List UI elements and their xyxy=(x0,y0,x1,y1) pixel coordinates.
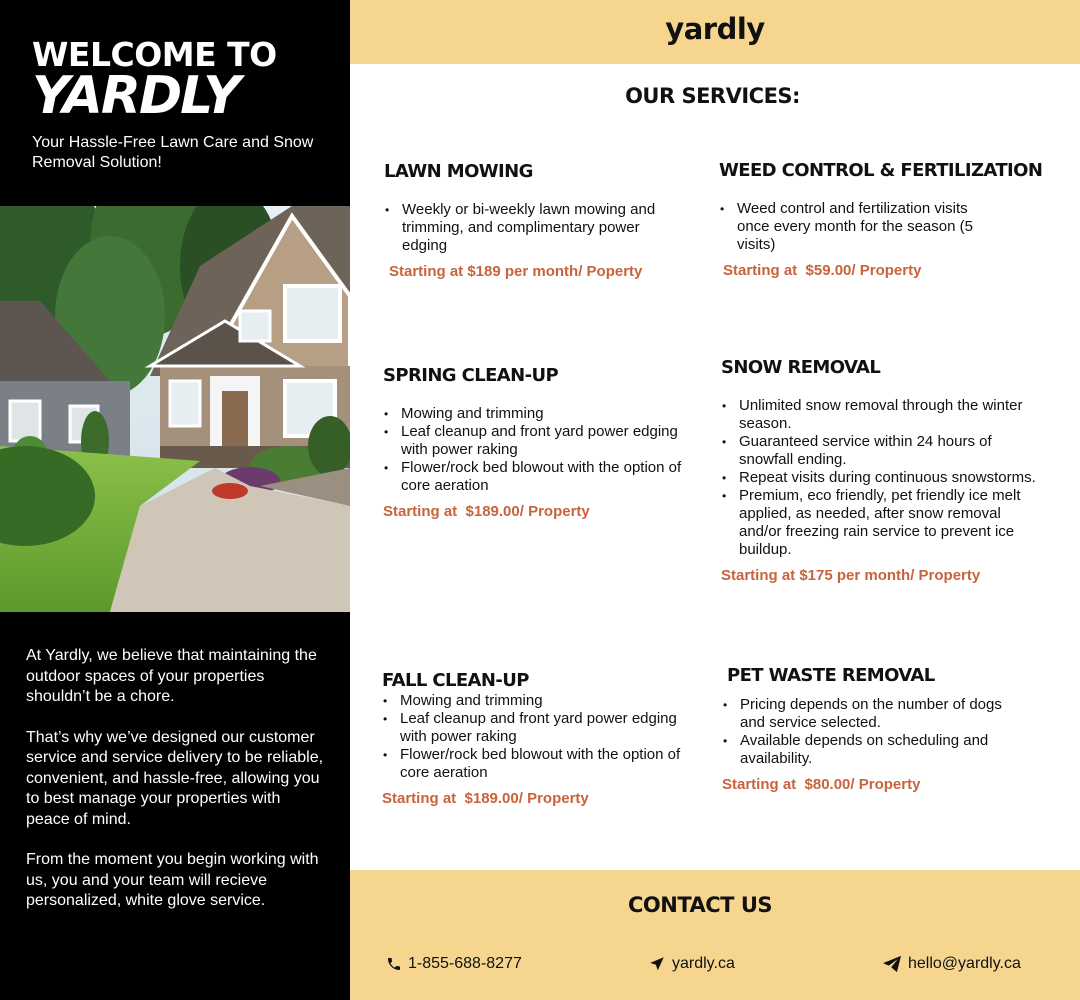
service-price: Starting at $175 per month/ Property xyxy=(721,567,981,584)
service-pet-waste xyxy=(722,665,1022,794)
service-price: Starting at $80.00/ Property xyxy=(722,776,921,793)
service-lawn-mowing xyxy=(384,161,684,281)
service-price: Starting at $189.00/ Property xyxy=(382,790,589,807)
left-panel xyxy=(0,0,350,1000)
house-photo xyxy=(0,206,350,612)
service-title: SPRING CLEAN-UP xyxy=(383,365,559,386)
phone-number: 1-855-688-8277 xyxy=(408,955,522,972)
list-item: • Mowing and trimming xyxy=(383,405,683,423)
welcome-heading-line2: YARDLY xyxy=(32,66,239,126)
about-text xyxy=(26,646,326,932)
email-link: hello@yardly.ca xyxy=(908,955,1021,972)
about-paragraph: At Yardly, we believe that maintaining the outdoor spaces of your properties shouldn’t be a chore. xyxy=(26,647,317,705)
list-item: • Leaf cleanup and front yard power edging with power raking xyxy=(383,423,683,459)
list-item: • Available depends on scheduling and availability. xyxy=(722,732,1007,768)
list-item: • Guaranteed service within 24 hours of snowfall ending. xyxy=(721,433,1036,469)
list-item: • Flower/rock bed blowout with the option of core aeration xyxy=(382,746,682,782)
list-item: • Unlimited snow removal through the winter season. xyxy=(721,397,1036,433)
website-link: yardly.ca xyxy=(672,955,735,972)
contact-email[interactable] xyxy=(882,954,1021,974)
list-item: • Weed control and fertilization visits once every month for the season (5 visits) xyxy=(719,200,989,254)
service-list xyxy=(382,692,682,782)
service-price: Starting at $189.00/ Property xyxy=(383,503,590,520)
service-list xyxy=(721,397,1036,559)
service-weed-control xyxy=(719,160,1059,280)
contact-website[interactable] xyxy=(648,954,735,974)
list-item: • Weekly or bi-weekly lawn mowing and trimming, and complimentary power edging xyxy=(384,201,684,255)
service-snow-removal xyxy=(721,357,1041,585)
list-item: • Premium, eco friendly, pet friendly ice melt applied, as needed, after snow removal and/or freezing rain service to prevent ice buildup. xyxy=(721,487,1036,559)
service-title: FALL CLEAN-UP xyxy=(382,670,529,691)
location-arrow-icon xyxy=(648,955,666,973)
welcome-heading-line1: WELCOME TO xyxy=(32,35,277,74)
send-icon xyxy=(882,955,902,973)
service-list xyxy=(383,405,683,495)
list-item: • Pricing depends on the number of dogs and service selected. xyxy=(722,696,1007,732)
contact-phone[interactable] xyxy=(386,954,522,974)
service-title: LAWN MOWING xyxy=(384,161,533,182)
service-list xyxy=(722,696,1007,768)
contact-title: CONTACT US xyxy=(627,893,772,917)
services-title: OUR SERVICES: xyxy=(625,84,800,108)
tagline: Your Hassle-Free Lawn Care and Snow Removal Solution! xyxy=(32,134,314,171)
service-price: Starting at $59.00/ Property xyxy=(723,262,922,279)
about-paragraph: That’s why we’ve designed our customer service and service delivery to be reliable, convenient, and hassle-free, allowing you to best manage your properties with peace of mind. xyxy=(26,728,324,828)
list-item: • Leaf cleanup and front yard power edging with power raking xyxy=(382,710,682,746)
list-item: • Repeat visits during continuous snowstorms. xyxy=(721,469,1036,487)
service-fall-cleanup xyxy=(382,670,682,808)
header-bar xyxy=(350,0,1080,64)
service-list xyxy=(384,201,684,255)
service-spring-cleanup xyxy=(383,365,683,521)
list-item: • Flower/rock bed blowout with the option of core aeration xyxy=(383,459,683,495)
service-title: PET WASTE REMOVAL xyxy=(727,665,935,686)
service-title: SNOW REMOVAL xyxy=(721,357,881,378)
service-title: WEED CONTROL & FERTILIZATION xyxy=(719,160,1043,181)
brand-logo: yardly xyxy=(665,12,765,46)
contact-section xyxy=(350,870,1080,1000)
service-list xyxy=(719,200,989,254)
service-price: Starting at $189 per month/ Poperty xyxy=(389,263,643,280)
about-paragraph: From the moment you begin working with us, you and your team will recieve personalized, white glove service. xyxy=(26,851,319,909)
phone-icon xyxy=(386,956,402,972)
list-item: • Mowing and trimming xyxy=(382,692,682,710)
